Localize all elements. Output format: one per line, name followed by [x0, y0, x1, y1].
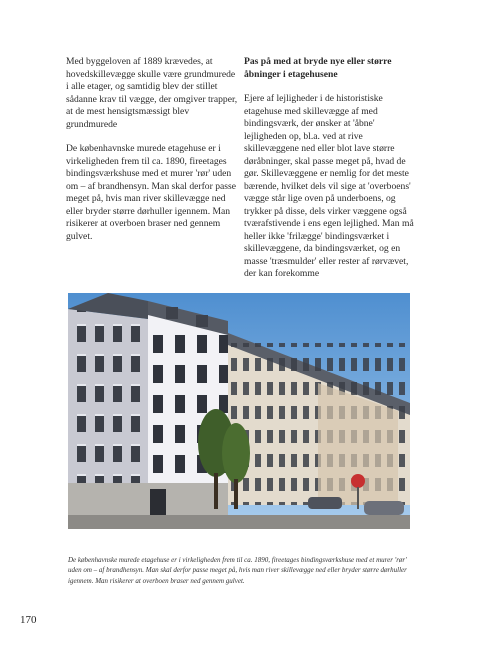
paragraph: De københavnske murede etagehuse er i virkeligheden frem til ca. 1890, fireetages bindingsværkshuse med et murer 'rør' uden om – af brandhensyn. Man skal derfor passe meget på, hvis man river skillevægge ned eller bryder større dørhuller igennem. Man risikerer at overboen braser ned gennem gulvet. [66, 143, 236, 242]
building-photo [68, 293, 410, 529]
section-heading: Pas på med at bryde nye eller større åbninger i etagehusene [244, 56, 392, 80]
photo-caption: De københavnske murede etagehuse er i virkeligheden frem til ca. 1890, fireetages bindingsværkshuse med et murer 'rør' uden om – af brandhensyn. Man skal derfor passe meget på, hvis man river skillevægge ned eller bryder større dørhuller igennem. Man risikerer at overboen braser ned gennem gulvet. [68, 556, 407, 585]
paragraph: Med byggeloven af 1889 krævedes, at hovedskillevægge skulle være grundmurede i alle etager, og samtidig blev der stillet sådanne krav til vægge, der omgiver trapper, at de mest hensigtsmæssigt blev grundmurede [66, 56, 238, 130]
right-text-column [244, 56, 416, 293]
paragraph: Ejere af lejligheder i de historistiske etagehuse med skillevægge af med bindingsværk, der ønsker at 'åbne' lejligheden op, bl.a. ved at rive skillevæggene ned eller blot lave større døråbninger, skal passe meget på, hvad de gør. Skillevæggene er nemlig for det meste bærende, hvilket dels vil sige at 'overboens' vægge står lige oven på underboens, og trykker på disse, dels virker væggene også tværafstivende i ens egen lejlighed. Man må heller ikke 'frilægge' bindingsværket i skillevæggene, da bindingsværket, og en masse 'træsmulder' eller rester af rørvævet, der kan forekomme [244, 93, 414, 279]
page-number: 170 [20, 614, 37, 626]
left-text-column [66, 56, 238, 255]
